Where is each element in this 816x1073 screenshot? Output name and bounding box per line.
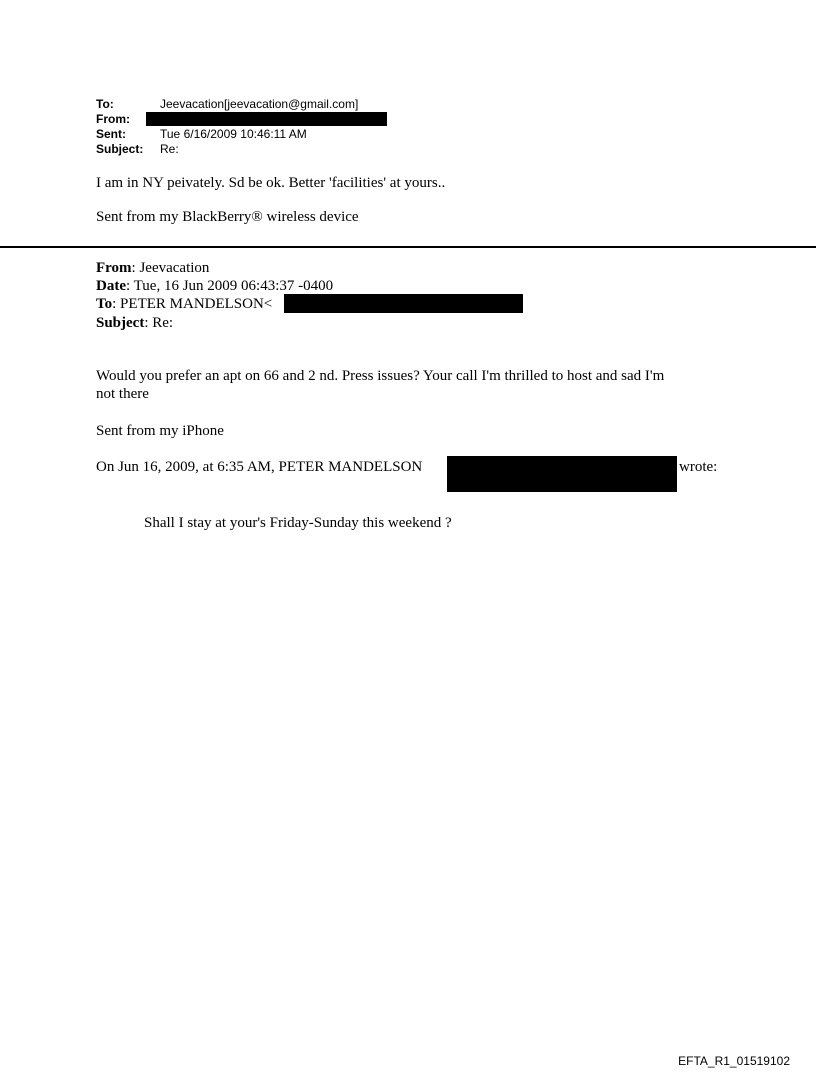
fwd-date-row xyxy=(96,277,333,295)
redaction-bar xyxy=(284,294,523,313)
header-sent-value: Tue 6/16/2009 10:46:11 AM xyxy=(160,127,307,141)
fwd-subject-label: Subject xyxy=(96,315,145,331)
quote-wrote: wrote: xyxy=(679,459,718,475)
header-to-label: To: xyxy=(96,97,114,111)
redaction-bar xyxy=(146,112,387,126)
document-id: EFTA_R1_01519102 xyxy=(678,1054,790,1068)
reply-signature: Sent from my BlackBerry® wireless device xyxy=(96,209,359,225)
fwd-subject-row xyxy=(96,314,173,332)
fwd-to-label: To xyxy=(96,296,113,312)
header-sent-label: Sent: xyxy=(96,127,126,141)
header-to-value: Jeevacation[jeevacation@gmail.com] xyxy=(160,97,359,111)
fwd-to-row xyxy=(96,295,272,313)
header-subject-value: Re: xyxy=(160,142,179,156)
fwd-date-label: Date xyxy=(96,278,126,294)
fwd-from-label: From xyxy=(96,260,132,276)
fwd-subject-value: : Re: xyxy=(144,315,174,331)
fwd-from-row xyxy=(96,259,209,277)
fwd-date-value: : Tue, 16 Jun 2009 06:43:37 -0400 xyxy=(126,278,334,294)
quoted-message: Shall I stay at your's Friday-Sunday this weekend ? xyxy=(144,515,452,531)
fwd-body-line-1: Would you prefer an apt on 66 and 2 nd. Press issues? Your call I'm thrilled to host and sad I'm xyxy=(96,368,665,384)
quote-intro: On Jun 16, 2009, at 6:35 AM, PETER MANDELSON xyxy=(96,459,423,475)
redaction-bar xyxy=(447,456,677,492)
fwd-body-line-2: not there xyxy=(96,386,149,402)
header-from-label: From: xyxy=(96,112,130,126)
fwd-signature: Sent from my iPhone xyxy=(96,423,224,439)
header-subject-label: Subject: xyxy=(96,142,144,156)
fwd-to-value: : PETER MANDELSON< xyxy=(112,296,273,312)
fwd-from-value: : Jeevacation xyxy=(131,260,210,276)
message-divider xyxy=(0,246,816,248)
reply-message: I am in NY peivately. Sd be ok. Better 'facilities' at yours.. xyxy=(96,175,446,191)
